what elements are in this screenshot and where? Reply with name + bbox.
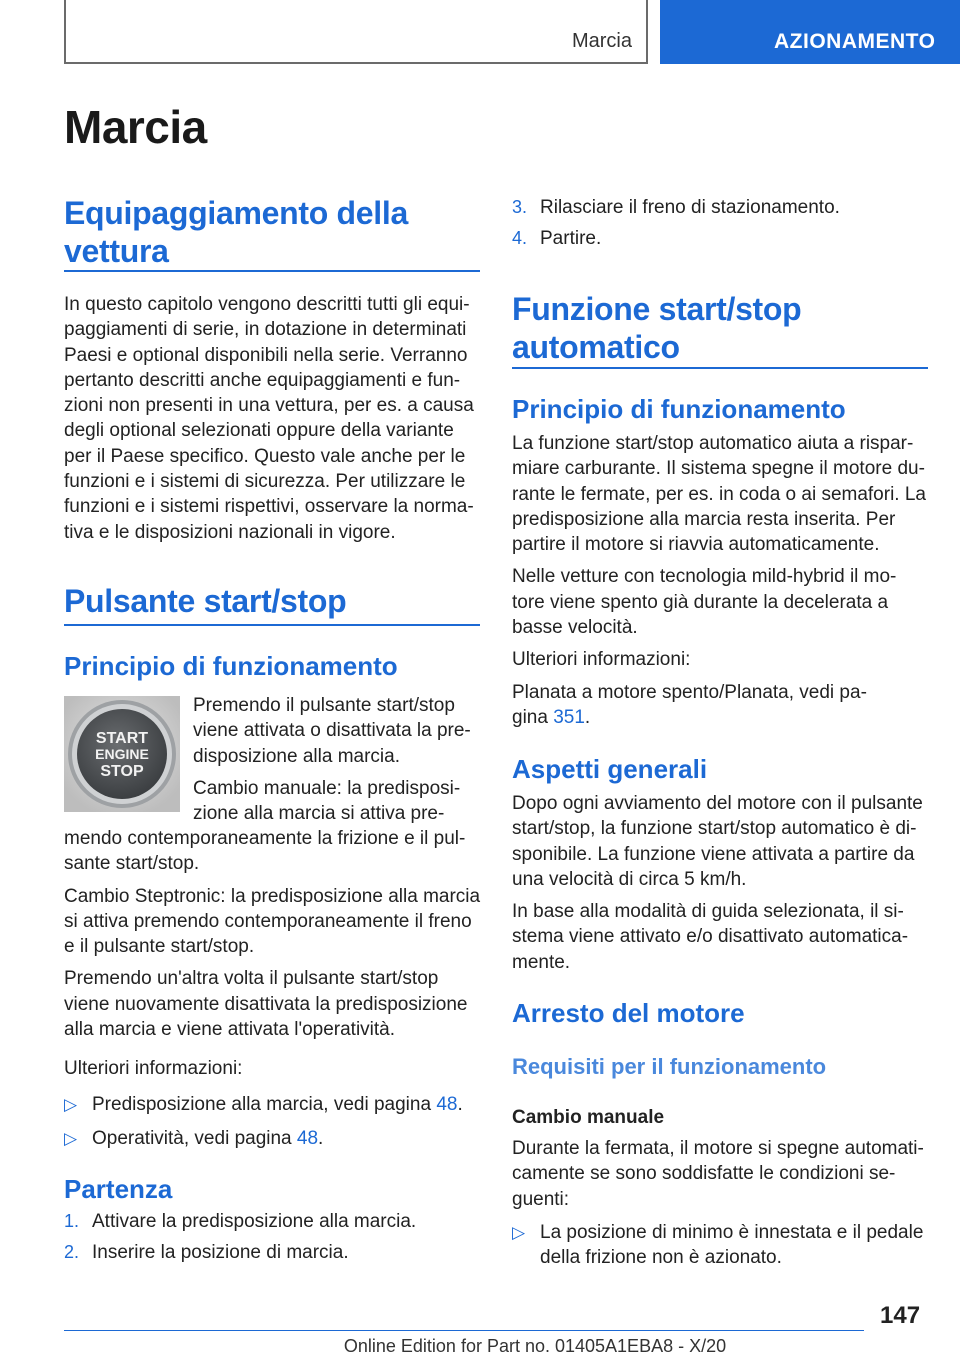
heading-funzione: [512, 290, 932, 366]
heading-requisiti: Requisiti per il funzionamento: [512, 1054, 827, 1079]
line: mente.: [512, 951, 571, 973]
paragraph-text: [512, 791, 932, 892]
line: mendo contemporaneamente la frizione e il pul-: [64, 828, 466, 849]
line: una velocità di circa 5 km/h.: [512, 868, 747, 890]
line: paggiamenti di serie, in dotazione in determinati: [64, 319, 467, 341]
paragraph-text: [64, 966, 484, 1042]
line: predisposizione alla marcia resta inserita. Per: [512, 508, 896, 530]
line: basse velocità.: [512, 617, 638, 639]
triangle-bullet-icon: ▷: [512, 1223, 526, 1242]
paragraph-aspetti: [512, 791, 932, 975]
bullet-text: della frizione non è azionato.: [540, 1247, 782, 1268]
heading-equipaggiamento: [64, 194, 484, 270]
paragraph-text: Ulteriori informazioni:: [64, 1058, 243, 1080]
line: Premendo il pulsante start/stop: [193, 695, 455, 716]
footer-edition: Online Edition for Part no. 01405A1EBA8 - X/20: [343, 1336, 727, 1356]
list-item: [512, 195, 932, 220]
line: degli optional selezionati oppure della variante: [64, 420, 454, 442]
line: Dopo ogni avviamento del motore con il pulsante: [512, 793, 923, 814]
page-title: Marcia: [64, 101, 207, 153]
paragraph-text: [64, 292, 484, 545]
triangle-bullet-icon: ▷: [64, 1129, 78, 1148]
paragraph-text: [64, 826, 484, 877]
line: La funzione start/stop automatico aiuta a rispar-: [512, 433, 914, 454]
line: In questo capitolo vengono descritti tutti gli equi-: [64, 294, 470, 315]
heading-arresto: Arresto del motore: [512, 998, 745, 1028]
page-link[interactable]: 351: [553, 706, 585, 728]
line: alla marcia e viene attivata l'operatività.: [64, 1019, 396, 1041]
step-number: 1.: [64, 1211, 80, 1231]
line-end: .: [584, 706, 591, 728]
paragraph-principio: [512, 431, 932, 730]
paragraph-fermata: [512, 1136, 932, 1212]
bullet-text: Operatività, vedi pagina: [92, 1128, 297, 1149]
button-label-start: START: [95, 730, 149, 747]
heading-line: Funzione start/stop: [512, 291, 802, 327]
paragraph-premendo: [193, 693, 483, 826]
paragraph-cambio: [64, 826, 484, 1082]
steps-list-right: [512, 195, 932, 251]
paragraph-text: [512, 564, 932, 640]
bullet-text: Predisposizione alla marcia, vedi pagina: [92, 1094, 437, 1115]
start-stop-button-image: [64, 696, 180, 812]
bullet-text: La posizione di minimo è innestata e il pedale: [540, 1222, 924, 1243]
line: miare carburante. Il sistema spegne il motore du-: [512, 458, 925, 480]
section-rule: [512, 367, 928, 369]
heading-principio-left: Principio di funzionamento: [64, 651, 398, 681]
heading-aspetti: Aspetti generali: [512, 754, 708, 784]
step-text: Inserire la posizione di marcia.: [92, 1242, 349, 1263]
line: zione alla marcia si attiva pre-: [193, 803, 445, 825]
list-item: [64, 1092, 484, 1117]
line: viene nuovamente disattivata la predisposizione: [64, 993, 468, 1015]
list-item: [64, 1209, 484, 1234]
line: disposizione alla marcia.: [193, 745, 400, 767]
paragraph-text: [193, 776, 483, 827]
step-text: Attivare la predisposizione alla marcia.: [92, 1211, 417, 1232]
triangle-bullet-icon: ▷: [64, 1095, 78, 1114]
line: camente se sono soddisfatte le condizioni se-: [512, 1163, 896, 1185]
line: tiva e le disposizioni nazionali in vigore.: [64, 521, 396, 543]
line: funzioni e i sistemi rispettivi, osservare la norma-: [64, 496, 474, 518]
paragraph-text: [64, 884, 484, 960]
paragraph-text: [512, 899, 932, 975]
page-link[interactable]: 48: [296, 1128, 319, 1149]
line: Planata a motore spento/Planata, vedi pa-: [512, 681, 867, 703]
heading-principio-right: Principio di funzionamento: [512, 394, 846, 424]
bullet-list-right: [512, 1220, 932, 1270]
line: In base alla modalità di guida selezionata, il si-: [512, 901, 904, 923]
list-item: [64, 1240, 484, 1265]
paragraph-text: Ulteriori informazioni:: [512, 649, 691, 671]
line: gina: [512, 706, 554, 728]
step-number: 3.: [512, 197, 528, 217]
line: sponibile. La funzione viene attivata a partire da: [512, 843, 915, 865]
step-number: 4.: [512, 228, 528, 248]
page-link[interactable]: 48: [436, 1094, 458, 1115]
heading-pulsante: Pulsante start/stop: [64, 583, 347, 619]
line: Durante la fermata, il motore si spegne automati-: [512, 1138, 924, 1159]
line: Cambio manuale: la predisposi-: [193, 777, 461, 799]
paragraph-text: [512, 1136, 932, 1212]
steps-list-left: [64, 1209, 484, 1265]
page-number: 147: [880, 1302, 921, 1329]
line: rante le fermate, per es. in coda o ai semafori. La: [512, 483, 926, 505]
paragraph-text: [193, 693, 483, 769]
line: per il Paese specifico. Questo vale anche per le: [64, 445, 466, 467]
step-number: 2.: [64, 1242, 80, 1262]
line: funzioni e i sistemi di sicurezza. Per utilizzare le: [64, 471, 466, 493]
header-chapter-tab[interactable]: AZIONAMENTO: [660, 0, 960, 64]
header-section-title: Marcia: [571, 30, 632, 52]
line: tore viene spento già durante la decelerata a: [512, 591, 889, 613]
button-label-engine: ENGINE: [95, 746, 149, 762]
button-label-stop: STOP: [100, 763, 144, 780]
heading-partenza: Partenza: [64, 1174, 173, 1204]
line: viene attivata o disattivata la pre-: [193, 720, 471, 742]
heading-line: Equipaggiamento della: [64, 195, 408, 231]
paragraph-text: [512, 680, 932, 731]
bullet-list-left: [64, 1092, 484, 1151]
bullet-end: .: [457, 1094, 463, 1115]
list-item: [512, 1220, 932, 1270]
paragraph-equipaggiamento: [64, 292, 484, 545]
heading-cambio-manuale: Cambio manuale: [512, 1107, 665, 1128]
header-section-box: [64, 0, 648, 64]
heading-line: automatico: [512, 329, 680, 365]
line: si attiva premendo contemporaneamente il freno: [64, 910, 472, 932]
line: Cambio Steptronic: la predisposizione alla marcia: [64, 885, 481, 907]
line: sante start/stop.: [64, 853, 200, 875]
line: e il pulsante start/stop.: [64, 936, 255, 958]
start-engine-stop-icon: [64, 696, 180, 812]
line: stema viene attivato e/o disattivato automatica-: [512, 926, 909, 948]
line: partire il motore si riavvia automaticamente.: [512, 534, 880, 556]
line: Paesi e optional disponibili nella serie. Verranno: [64, 344, 468, 366]
step-text: Rilasciare il freno di stazionamento.: [540, 197, 840, 218]
line: Premendo un'altra volta il pulsante start/stop: [64, 968, 439, 990]
list-item: [512, 226, 932, 251]
line: pertanto descritti anche equipaggiamenti e fun-: [64, 369, 461, 391]
line: Nelle vetture con tecnologia mild-hybrid il mo-: [512, 566, 897, 588]
footer-rule: [64, 1330, 864, 1331]
heading-line: vettura: [64, 233, 169, 269]
line: zioni non presenti in una vettura, per es. a causa: [64, 395, 474, 417]
section-rule: [64, 270, 480, 272]
paragraph-text: [512, 431, 932, 557]
bullet-end: .: [318, 1128, 324, 1149]
list-item: [64, 1126, 484, 1151]
line: guenti:: [512, 1188, 570, 1210]
section-rule: [64, 624, 480, 626]
line: start/stop, la funzione start/stop automatico è di-: [512, 818, 917, 840]
step-text: Partire.: [540, 228, 602, 249]
